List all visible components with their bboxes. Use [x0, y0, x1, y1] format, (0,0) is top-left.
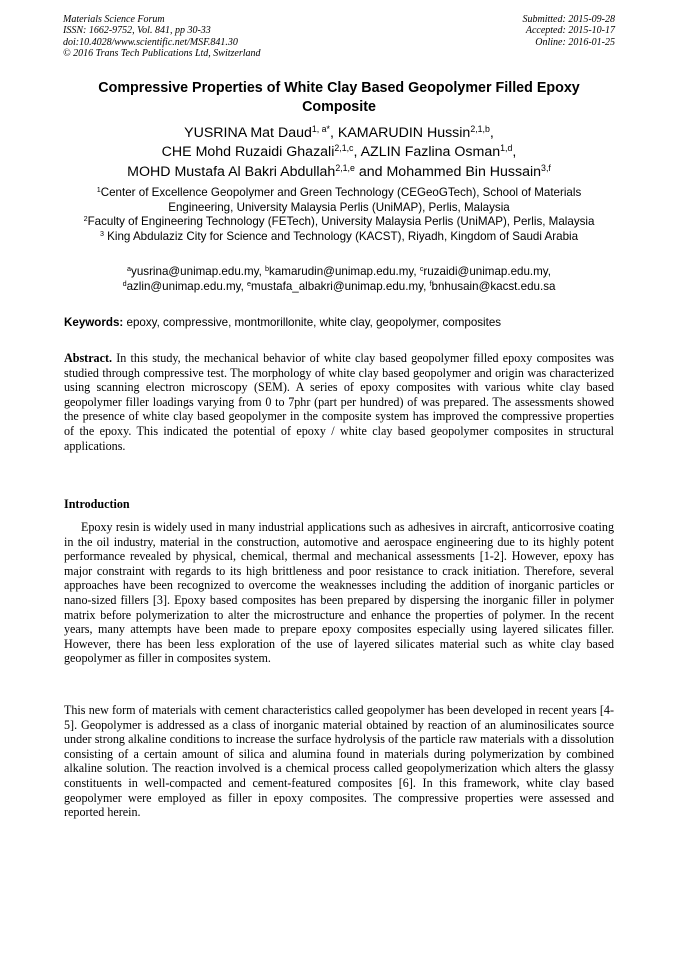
intro-paragraph-1: Epoxy resin is widely used in many industrial applications such as adhesives in aircraft, anticorrosive coating in the oil industry, material in the construction, automotive and aerospace engineering due to its highly potent performance revealed by physical, chemical, thermal and mechanical assessments [1-2]. However, epoxy has major constraint with regards to its high brittleness and poor resistance to crack initiation. Therefore, several approaches have been recognized to overcome the weaknesses including the addition of inorganic particles or nano-sized fillers [3]. Epoxy based composites has been prepared by dispersing the inorganic filler in polymer matrix before polymerization to alter the microstructure and enhance the properties of polymer. In the recent years, many attempts have been made to prepare epoxy composites especially using layered silicates filler. However, there has been less exploration of the use of layered silicates material such as white clay based geopolymer as filler in composites system. — [64, 520, 614, 666]
keywords-label: Keywords: — [64, 316, 124, 329]
email-address[interactable]: azlin@unimap.edu.my — [126, 279, 241, 293]
abstract-text: In this study, the mechanical behavior of white clay based geopolymer filled epoxy composites was studied through compressive test. The morphology of white clay based geopolymer and origin was characterized using scanning electron microscopy (SEM). A series of epoxy composites with various white clay based geopolymer filler loadings varying from 0 to 7phr (part per hundred) of was prepared. The assessments showed the presence of white clay based geopolymer in the composite system has improved the compressive properties of the epoxy. This indicated the potential of epoxy / white clay based geopolymer composites in structural applications. — [64, 351, 614, 453]
email-sup: b — [265, 264, 270, 274]
author-name: YUSRINA Mat Daud — [184, 125, 312, 141]
affiliation — [66, 186, 612, 215]
online-date: Online: 2016-01-25 — [535, 36, 615, 48]
author-affil-sup: 2,1,e — [335, 162, 355, 173]
email-address[interactable]: bnhusain@kacst.edu.sa — [431, 279, 556, 293]
email-address[interactable]: mustafa_albakri@unimap.edu.my — [251, 279, 424, 293]
intro-paragraph-2: This new form of materials with cement characteristics called geopolymer has been developed in recent years [4-5]. Geopolymer is addressed as a class of inorganic material obtained by reaction of an aluminosilicates source under strong alkaline conditions to increase the surface hydrolysis of the particle raw materials with a dissolution consisting of a certain amount of silica and alumina found in materials during polymerization by combined alkaline solution. The reaction involved is a chemical process called geopolymerization which alters the glassy constituents in well-compacted and cement-featured composites [6]. In this framework, white clay based geopolymer were employed as filler in epoxy composites. The compressive properties were assessed and reported herein. — [64, 703, 614, 820]
affiliation-sup: 3 — [99, 228, 104, 238]
submitted-date: Submitted: 2015-09-28 — [522, 14, 615, 25]
affiliation-text: Center of Excellence Geopolymer and Green Technology (CEGeoGTech), School of Materials Engineering, University Malaysia Perlis (UniMAP), Perlis, Malaysia — [100, 186, 582, 214]
email-address[interactable]: kamarudin@unimap.edu.my — [269, 265, 414, 278]
abstract-label: Abstract. — [64, 351, 113, 365]
email-address[interactable]: ruzaidi@unimap.edu.my — [423, 265, 548, 278]
affiliation-sup: 1 — [96, 185, 101, 195]
keywords-text: epoxy, compressive, montmorillonite, white clay, geopolymer, composites — [126, 316, 502, 329]
affiliation — [66, 230, 612, 245]
author-name: MOHD Mustafa Al Bakri Abdullah — [127, 163, 336, 180]
author-list: YUSRINA Mat Daud$^{1, a*}$, KAMARUDIN Hussin$^{2,1,b}$, CHE Mohd Ruzaidi Ghazali$^{2,1,c}$, AZLIN Fazlina Osman$^{1,d}$, MOHD Mustafa Al Bakri Abdullah$^{2,1,e}$ and Mohammed Bin Hussain$^{3,f}$ — [127, 124, 551, 180]
author-affil-sup: 3,f — [541, 162, 551, 173]
affiliation — [66, 215, 612, 230]
author-affil-sup: 1,d — [500, 143, 513, 154]
author-affil-sup: 2,1,c — [334, 143, 354, 154]
email-sup: e — [247, 278, 252, 288]
keywords — [64, 316, 616, 330]
author-conjunction: and — [358, 163, 383, 180]
author-name: Mohammed Bin Hussain — [386, 163, 542, 180]
email-address[interactable]: yusrina@unimap.edu.my — [131, 265, 259, 278]
section-heading-introduction: Introduction — [64, 497, 130, 511]
affiliation-text: Faculty of Engineering Technology (FETech), University Malaysia Perlis (UniMAP), Perlis, Malaysia — [87, 215, 595, 229]
doi-line: doi:10.4028/www.scientific.net/MSF.841.30 — [63, 36, 238, 48]
abstract — [64, 351, 614, 453]
journal-name: Materials Science Forum — [63, 14, 165, 25]
copyright-line: © 2016 Trans Tech Publications Ltd, Switzerland — [63, 47, 261, 59]
journal-header-left — [63, 14, 261, 59]
paper-title: Compressive Properties of White Clay Based Geopolymer Filled Epoxy Composite — [98, 80, 580, 115]
email-sup: a — [127, 264, 132, 274]
author-name: CHE Mohd Ruzaidi Ghazali — [161, 144, 335, 161]
email-sup: f — [429, 278, 432, 288]
author-name: KAMARUDIN Hussin — [337, 125, 471, 141]
author-affil-sup: 2,1,b — [470, 124, 490, 135]
accepted-date: Accepted: 2015-10-17 — [525, 25, 615, 37]
email-sup: c — [419, 264, 424, 274]
author-affil-sup: 1, a* — [311, 124, 330, 135]
affiliations — [66, 186, 612, 244]
email-sup: d — [122, 278, 127, 288]
journal-header-right — [523, 14, 616, 48]
author-name: AZLIN Fazlina Osman — [360, 144, 501, 161]
author-emails: $^a$yusrina@unimap.edu.my, $^b$kamarudin@unimap.edu.my, $^c$ruzaidi@unimap.edu.my, $^d$azlin@unimap.edu.my, $^e$mustafa_albakri@unimap.edu.my, $^f$bnhusain@kacst.edu.sa — [122, 264, 556, 293]
affiliation-sup: 2 — [83, 214, 88, 224]
affiliation-text: King Abdulaziz City for Science and Technology (KACST), Riyadh, Kingdom of Saudi Arabia — [103, 229, 579, 243]
issn-line: ISSN: 1662-9752, Vol. 841, pp 30-33 — [63, 25, 211, 37]
